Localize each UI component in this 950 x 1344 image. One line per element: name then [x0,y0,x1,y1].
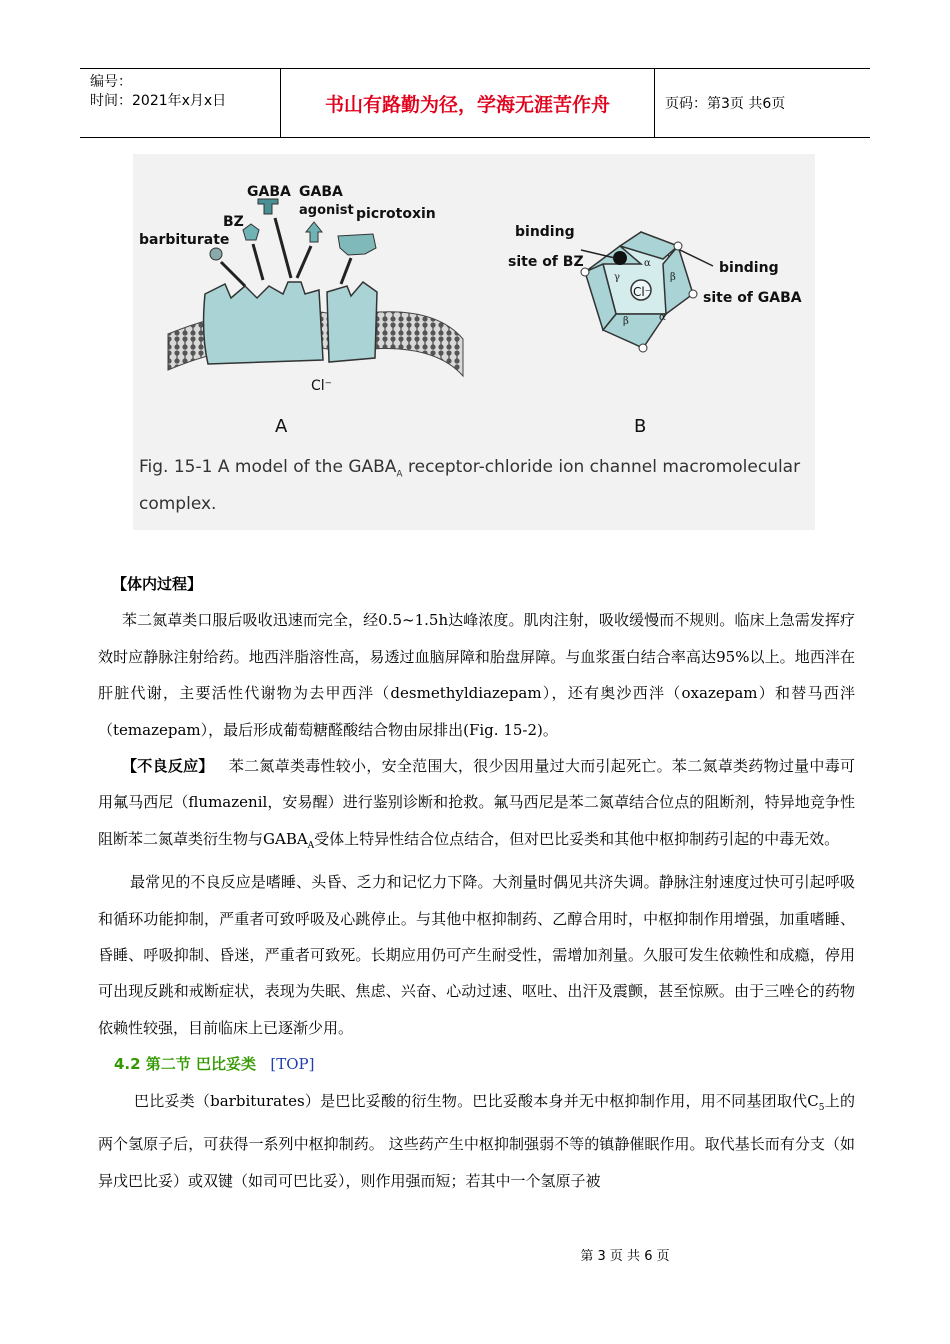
figure-diagram [133,154,815,454]
section-title-barbiturates: 4.2 第二节 巴比妥类 [114,1055,257,1074]
barb-text-b: 上的两个氢原子后，可获得一系列中枢抑制药。 这些药产生中枢抑制强弱不等的镇静催眠作用。取代基长而有分支（如异戊巴比妥）或双键（如司可巴比妥），则作用强而短；若其中一个氢原子被 [98,1091,855,1190]
label-bz: BZ [223,214,244,230]
pharmacokinetics-paragraph: 苯二氮䓬类口服后吸收迅速而完全，经0.5~1.5h达峰浓度。肌肉注射，吸收缓慢而不规则。临床上急需发挥疗效时应静脉注射给药。地西泮脂溶性高，易透过血脑屏障和胎盘屏障。与血浆蛋白结合率高达95%以上。地西泮在肝脏代谢，主要活性代谢物为去甲西泮（desmethyldiazepam），还有奥沙西泮（oxazepam）和替马西泮（temazepam），最后形成葡萄糖醛酸结合物由尿排出(Fig. 15-2)。 [98,611,855,739]
caption-sub: A [396,469,403,480]
label-panel-a: A [275,416,288,437]
subunit-alpha-2: α [659,312,666,323]
subunit-beta-2: β [623,316,629,327]
adverse-text-b: 受体上特异性结合位点结合，但对巴比妥类和其他中枢抑制药引起的中毒无效。 [314,829,840,848]
label-binding-bz-2: site of BZ [508,254,584,270]
header-table [80,68,870,138]
adverse-reaction-paragraph [98,748,855,864]
gaba-agonist-ligand [306,222,322,242]
caption-line2: complex. [139,494,217,515]
gaba-pointer [680,250,713,266]
receptor-block-right [327,282,377,362]
adverse-sub: A [307,840,315,851]
bz-ligand [243,224,259,240]
document-body [98,566,855,1199]
header-motto: 书山有路勤为径，学海无涯苦作舟 [281,69,655,137]
section-pharmacokinetics-title: 【体内过程】 [112,575,203,593]
figure-caption [139,452,811,519]
label-binding-gaba-2: site of GABA [703,290,802,306]
picrotoxin-ligand [338,234,376,255]
subunit-gamma: γ [614,272,620,283]
header-id-label: 编号： [90,74,132,90]
section-heading [98,1046,855,1082]
barbiturate-ligand [210,248,222,260]
header-date-label: 时间：2021年x月x日 [90,93,227,109]
adverse-text-a: 苯二氮䓬类毒性较小，安全范围大，很少因用量过大而引起死亡。苯二氮䓬类药物过量中毒可用氟马西尼（flumazenil，安易醒）进行鉴别诊断和抢救。氟马西尼是苯二氮䓬结合位点的阻断剂，特异地竞争性阻断苯二氮䓬类衍生物与GABA [98,757,855,848]
caption-prefix: Fig. 15-1 A model of the GABA [139,457,397,477]
bz-binding-dot [613,251,627,265]
label-picrotoxin: picrotoxin [356,206,436,222]
label-binding-gaba-1: binding [719,260,779,276]
receptor-block-left [204,282,323,364]
label-gaba: GABA [247,184,291,200]
label-binding-bz-1: binding [515,224,575,240]
header-page-label: 页码：第3页 共6页 [665,96,786,112]
gaba-binding-dot-2 [639,344,647,352]
page-footer: 第 3 页 共 6 页 [580,1249,670,1264]
label-cl-b: Cl⁻ [633,285,652,299]
caption-suffix: receptor-chloride ion channel macromolecular [402,457,801,477]
subunit-beta-1: β [670,272,676,283]
subunit-alpha: α [644,258,651,269]
gaba-binding-dot-1 [674,242,682,250]
header-meta [80,69,281,137]
label-cl-a: Cl⁻ [311,378,333,394]
gaba-ligand [258,199,278,214]
label-panel-b: B [634,416,647,437]
barb-text-a: 巴比妥类（barbiturates）是巴比妥酸的衍生物。巴比妥酸本身并无中枢抑制作用，用不同基团取代C [134,1091,819,1110]
label-barbiturate: barbiturate [139,232,230,248]
section-adverse-reaction-title: 【不良反应】 [122,757,214,776]
common-adverse-paragraph: 最常见的不良反应是嗜睡、头昏、乏力和记忆力下降。大剂量时偶见共济失调。静脉注射速度过快可引起呼吸和循环功能抑制，严重者可致呼吸及心跳停止。与其他中枢抑制药、乙醇合用时，中枢抑制作用增强，加重嗜睡、昏睡、呼吸抑制、昏迷，严重者可致死。长期应用仍可产生耐受性，需增加剂量。久服可发生依赖性和成瘾，停用可出现反跳和戒断症状，表现为失眠、焦虑、兴奋、心动过速、呕吐、出汗及震颤，甚至惊厥。由于三唑仑的药物依赖性较强，目前临床上已逐渐少用。 [98,873,855,1037]
barb-sub: 5 [818,1102,825,1113]
top-link[interactable]: [TOP] [270,1055,315,1074]
barbiturates-paragraph [98,1083,855,1199]
figure-gaba-receptor [133,154,815,530]
label-gaba-agonist-2: agonist [299,203,354,218]
label-gaba-agonist-1: GABA [299,184,343,200]
node-dot-4 [689,290,697,298]
